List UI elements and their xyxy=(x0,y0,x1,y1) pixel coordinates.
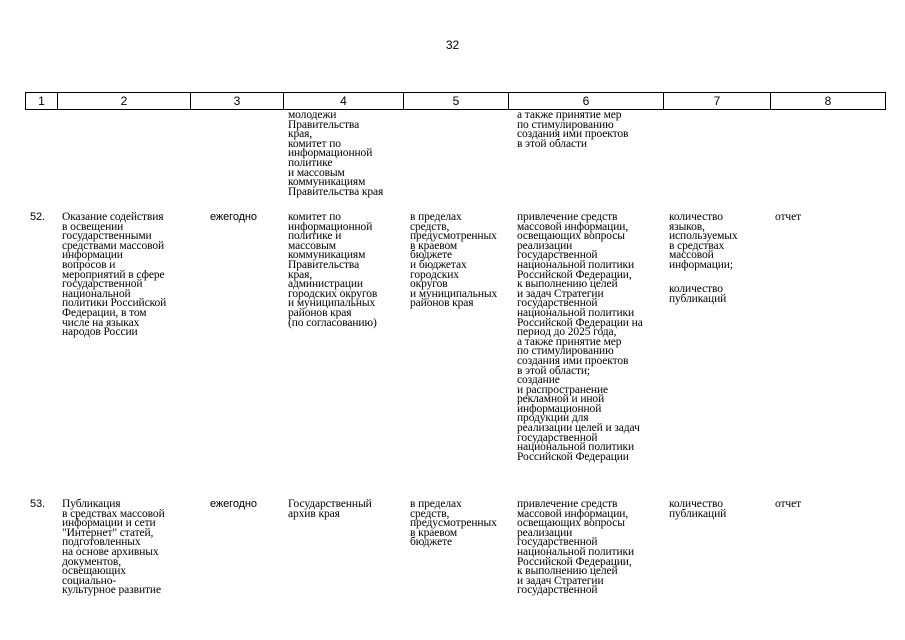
row-53-indicator-publications: количество публикаций xyxy=(669,498,727,520)
row-52-report: отчет xyxy=(775,211,802,223)
row-52-result: привлечение средств массовой информации, освещающих вопросы реализации государственной национальной политики Российской Федерации, к выполнению целей и задач Стратегии государственной национальной политики Российской Федерации на период до 2025 года, а также принятие мер по стимулированию создания ими проектов в этой области; создание и распространение рекламной и иной информационной продукции для реализации целей и задач государственной национальной политики Российской Федерации xyxy=(517,211,643,463)
column-header-3: 3 xyxy=(191,93,284,110)
row-53-report: отчет xyxy=(775,498,802,510)
column-header-2: 2 xyxy=(58,93,191,110)
column-header-1: 1 xyxy=(26,93,58,110)
row-53-result: привлечение средств массовой информации, освещающих вопросы реализации государственной национальной политики Российской Федерации, к выполнению целей и задач Стратегии государственной xyxy=(517,498,635,597)
continuation-result: а также принятие мер по стимулированию создания ими проектов в этой области xyxy=(517,109,629,150)
row-52-responsible: комитет по информационной политике и массовым коммуникациям Правительства края, администрации городских округов и муниципальных районов края (по согласованию) xyxy=(288,211,378,329)
row-52-number: 52. xyxy=(30,211,45,223)
row-53-period: ежегодно xyxy=(210,498,257,510)
page-number: 32 xyxy=(445,38,460,52)
row-52-funding: в пределах средств, предусмотренных в краевом бюджете и бюджетах городских округов и муниципальных районов края xyxy=(410,211,498,310)
row-52-period: ежегодно xyxy=(210,211,257,223)
column-header-4: 4 xyxy=(284,93,404,110)
column-header-8: 8 xyxy=(771,93,886,110)
row-52-activity: Оказание содействия в освещении государственными средствами массовой информации вопросов и мероприятий в сфере государственной национальной политики Российской Федерации, в том числе на языках народов России xyxy=(62,211,167,339)
row-53-responsible: Государственный архив края xyxy=(288,498,372,520)
column-header-6: 6 xyxy=(509,93,664,110)
row-52-indicator-publications: количество публикаций xyxy=(669,283,727,305)
column-number-header xyxy=(25,92,886,110)
row-52-indicator-languages: количество языков, используемых в средствах массовой информации; xyxy=(669,211,738,271)
column-header-7: 7 xyxy=(664,93,771,110)
row-53-activity: Публикация в средствах массовой информации и сети "Интернет" статей, подготовленных на основе архивных документов, освещающих социально- культурное развитие xyxy=(62,498,165,597)
row-53-funding: в пределах средств, предусмотренных в краевом бюджете xyxy=(410,498,497,549)
continuation-responsible: молодежи Правительства края, комитет по информационной политике и массовым коммуникациям Правительства края xyxy=(288,109,384,198)
row-53-number: 53. xyxy=(30,498,45,510)
column-header-5: 5 xyxy=(404,93,509,110)
